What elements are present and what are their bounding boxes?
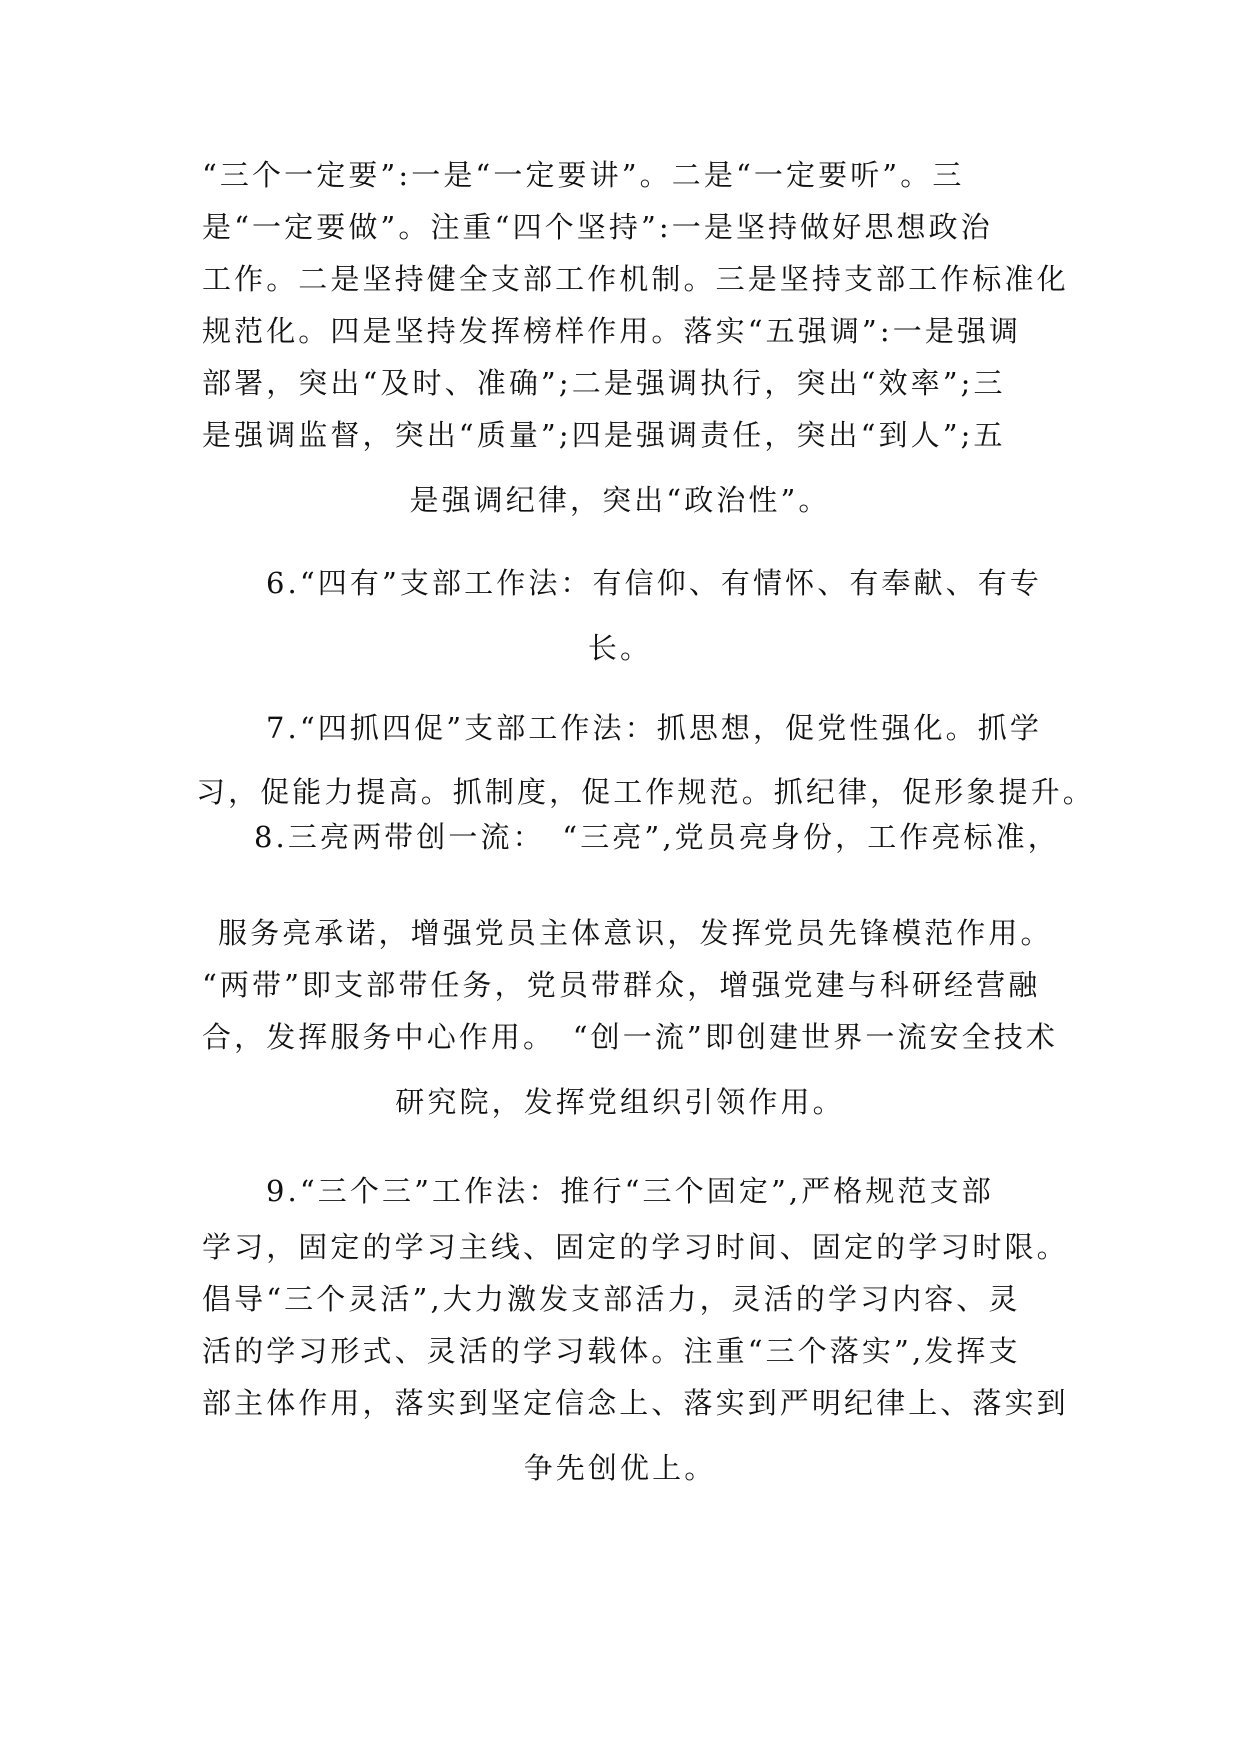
text-line: 合，发挥服务中心作用。 “创一流”即创建世界一流安全技术 — [202, 1020, 1058, 1054]
text-line: 研究院，发挥党组织引领作用。 — [395, 1085, 845, 1119]
text-line: 部署，突出“及时、准确”;二是强调执行，突出“效率”;三 — [202, 366, 1006, 400]
text-line: 工作。二是坚持健全支部工作机制。三是坚持支部工作标准化 — [202, 262, 1069, 296]
text-line: 是“一定要做”。注重“四个坚持”:一是坚持做好思想政治 — [202, 210, 993, 244]
text-line: 规范化。四是坚持发挥榜样作用。落实“五强调”:一是强调 — [202, 314, 1022, 348]
text-line: 活的学习形式、灵活的学习载体。注重“三个落实”,发挥支 — [202, 1334, 1021, 1368]
text-line: 6.“四有”支部工作法：有信仰、有情怀、有奉献、有专 — [266, 566, 1042, 600]
text-line: 学习，固定的学习主线、固定的学习时间、固定的学习时限。 — [202, 1230, 1069, 1264]
text-line: 服务亮承诺，增强党员主体意识，发挥党员先锋模范作用。 — [218, 916, 1053, 950]
text-line: 部主体作用，落实到坚定信念上、落实到严明纪律上、落实到 — [202, 1386, 1069, 1420]
text-line: 9.“三个三”工作法：推行“三个固定”,严格规范支部 — [266, 1174, 994, 1208]
text-line: 争先创优上。 — [523, 1451, 717, 1485]
text-line: 是强调纪律，突出“政治性”。 — [409, 483, 831, 517]
text-line: 倡导“三个灵活”,大力激发支部活力，灵活的学习内容、灵 — [202, 1282, 1021, 1316]
text-line: “两带”即支部带任务，党员带群众，增强党建与科研经营融 — [202, 968, 1041, 1002]
text-line: 8.三亮两带创一流： “三亮”,党员亮身份，工作亮标准， — [254, 820, 1060, 854]
text-line: “三个一定要”:一是“一定要讲”。二是“一定要听”。三 — [202, 158, 965, 192]
text-line: 习，促能力提高。抓制度，促工作规范。抓纪律，促形象提升。 — [196, 775, 1095, 809]
text-line: 长。 — [587, 631, 653, 665]
text-line: 是强调监督，突出“质量”;四是强调责任，突出“到人”;五 — [202, 418, 1006, 452]
text-line: 7.“四抓四促”支部工作法：抓思想，促党性强化。抓学 — [266, 711, 1042, 745]
